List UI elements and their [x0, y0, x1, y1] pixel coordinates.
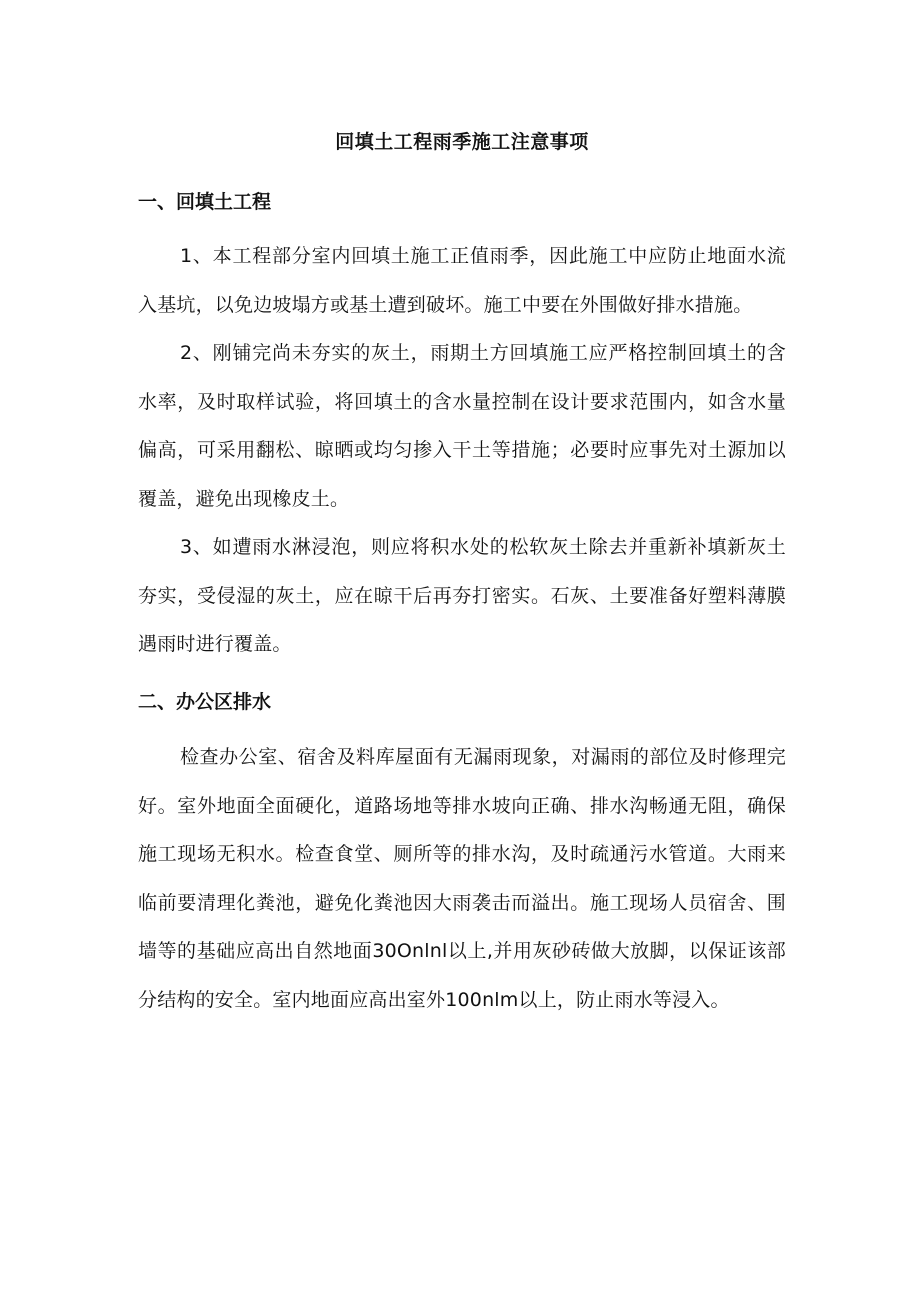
section-heading-backfill: 一、回填土工程: [138, 191, 272, 213]
paragraph-backfill-2: 2、刚铺完尚未夯实的灰土，雨期土方回填施工应严格控制回填土的含水率，及时取样试验，将回填土的含水量控制在设计要求范围内，如含水量偏高，可采用翻松、晾晒或均匀掺入干土等措施；必要时应事先对土源加以覆盖，避免出现橡皮土。: [138, 342, 786, 510]
paragraph-backfill-3: 3、如遭雨水淋浸泡，则应将积水处的松软灰土除去并重新补填新灰土夯实，受侵湿的灰土，应在晾干后再夯打密实。石灰、土要准备好塑料薄膜遇雨时进行覆盖。: [138, 536, 786, 656]
paragraph-backfill-1: 1、本工程部分室内回填土施工正值雨季，因此施工中应防止地面水流入基坑，以免边坡塌方或基土遭到破坏。施工中要在外围做好排水措施。: [138, 245, 786, 316]
paragraph-office-drainage: 检查办公室、宿舍及料库屋面有无漏雨现象，对漏雨的部位及时修理完好。室外地面全面硬化，道路场地等排水坡向正确、排水沟畅通无阻，确保施工现场无积水。检查食堂、厕所等的排水沟，及时疏通污水管道。大雨来临前要清理化粪池，避免化粪池因大雨袭击而溢出。施工现场人员宿舍、围墙等的基础应高出自然地面30Onlnl以上,并用灰砂砖做大放脚，以保证该部分结构的安全。室内地面应高出室外100nlm以上，防止雨水等浸入。: [138, 746, 786, 1011]
section-heading-office-drainage: 二、办公区排水: [138, 691, 272, 713]
document-title: 回填土工程雨季施工注意事项: [335, 131, 589, 153]
